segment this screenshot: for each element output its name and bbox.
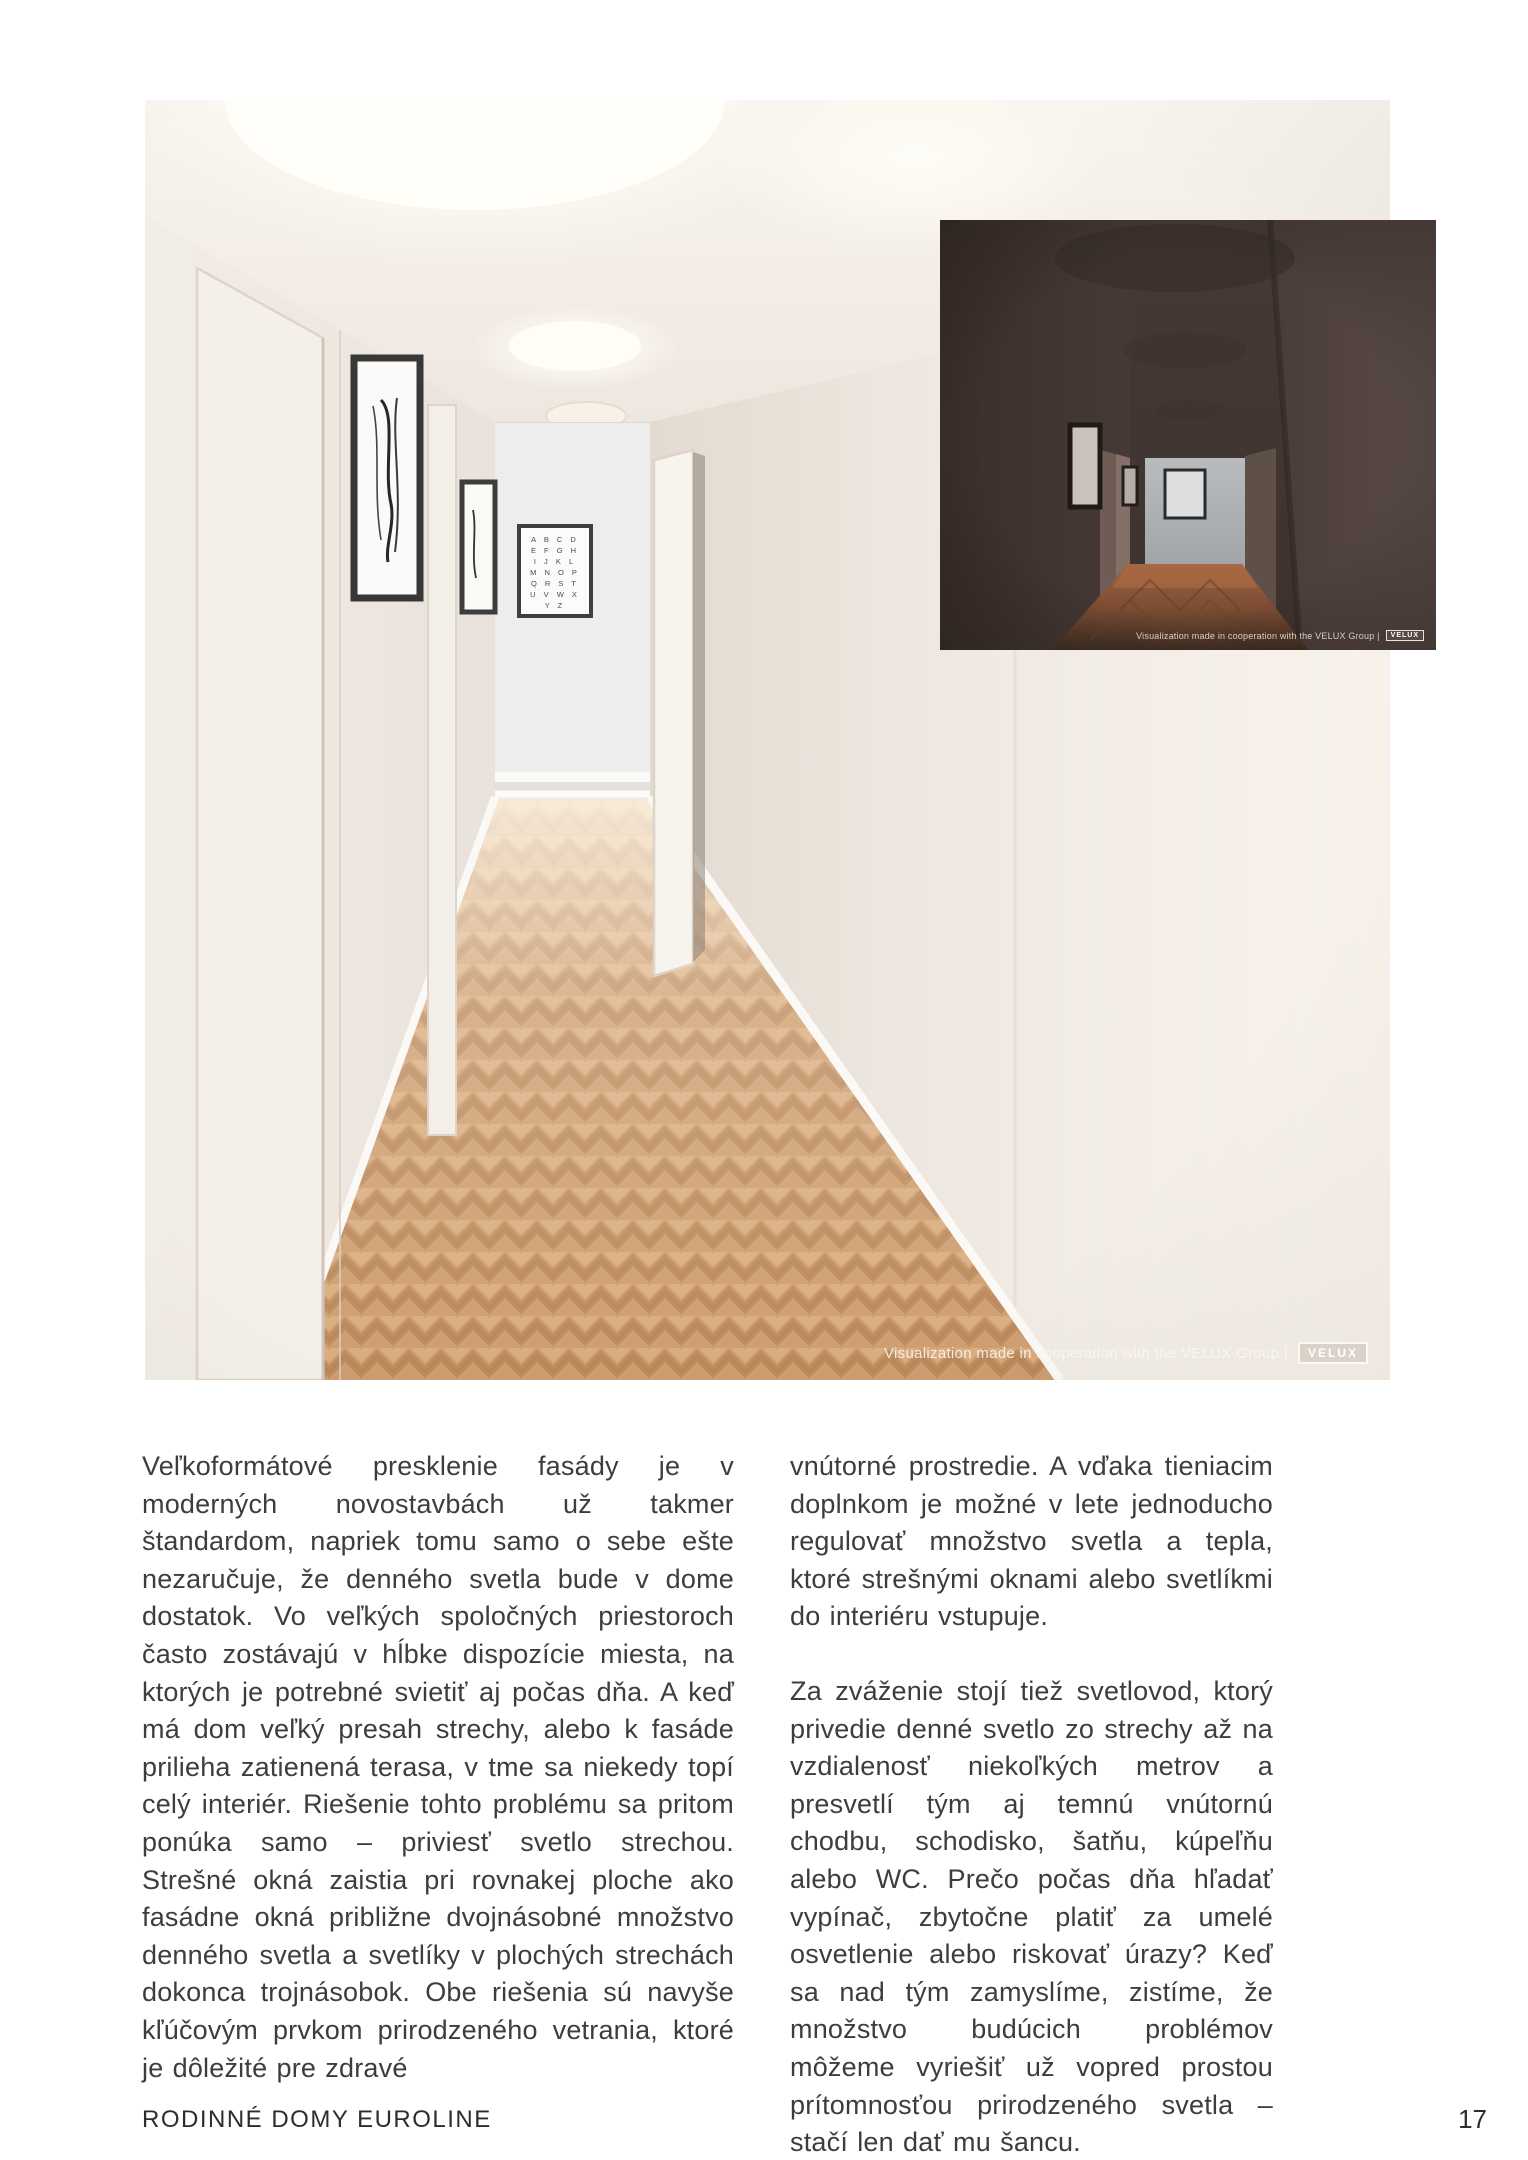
hallway-night-inset-photo	[940, 220, 1436, 650]
text-column-right	[790, 1448, 1273, 2160]
photo-caption	[884, 1342, 1368, 1364]
photo-caption-text: Visualization made in cooperation with the VELUX Group |	[884, 1344, 1288, 1362]
paragraph: vnútorné prostredie. A vďaka tieniacim doplnkom je možné v lete jednoducho regulovať množstvo svetla a tepla, ktoré strešnými oknami alebo svetlíkmi do interiéru vstupuje.	[790, 1451, 1273, 1632]
velux-logo-badge: VELUX	[1298, 1342, 1368, 1364]
paragraph: Za zváženie stojí tiež svetlovod, ktorý privedie denné svetlo zo strechy až na vzdialenosť niekoľkých metrov a presvetlí tým aj temnú vnútornú chodbu, schodisko, šatňu, kúpeľňu alebo WC. Prečo počas dňa hľadať vypínač, zbytočne platiť za umelé osvetlenie alebo riskovať úrazy? Keď sa nad tým zamyslíme, zistíme, že množstvo budúcich problémov môžeme vyriešiť už vopred prostou prítomnosťou prirodzeného svetla – stačí len dať mu šancu.	[790, 1675, 1273, 2158]
page-number: 17	[1458, 2104, 1487, 2134]
hallway-night-scene	[940, 220, 1436, 650]
inset-vignette	[940, 220, 1436, 650]
velux-logo-badge-small: VELUX	[1386, 630, 1424, 641]
text-column-left	[142, 1448, 734, 2087]
inset-photo-caption	[1136, 630, 1424, 641]
hallway-daylight-photo	[145, 100, 1419, 1380]
paragraph: Veľkoformátové presklenie fasády je v moderných novostavbách už takmer štandardom, napriek tomu samo o sebe ešte nezaručuje, že denného svetla bude v dome dostatok. Vo veľkých spoločných priestoroch často zostávajú v hĺbke dispozície miesta, na ktorých je potrebné svietiť aj počas dňa. A keď má dom veľký presah strechy, alebo k fasáde prilieha zatienená terasa, v tme sa niekedy topí celý interiér. Riešenie tohto problému sa pritom ponúka samo – priviesť svetlo strechou. Strešné okná zaistia pri rovnakej ploche ako fasádne okná približne dvojnásobné množstvo denného svetla a svetlíky v plochých strechách dokonca trojnásobok. Obe riešenia sú navyše kľúčovým prvkom prirodzeného vetrania, ktoré je dôležité pre zdravé	[142, 1451, 734, 2083]
inset-caption-text: Visualization made in cooperation with the VELUX Group |	[1136, 630, 1380, 641]
footer-series-title: RODINNÉ DOMY EUROLINE	[142, 2106, 492, 2133]
